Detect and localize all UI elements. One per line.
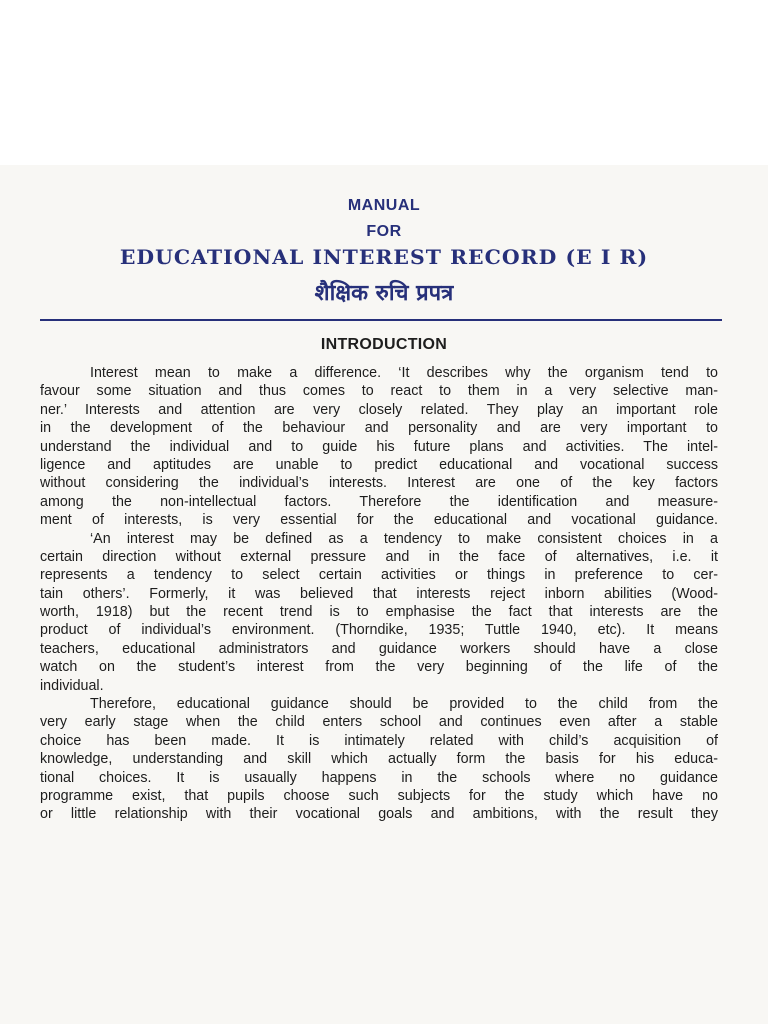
hindi-title: शैक्षिक रुचि प्रपत्र	[314, 281, 454, 306]
text-line: teachers, educational administrators and guidance workers should have a close	[40, 640, 718, 657]
header-rule	[40, 319, 722, 321]
text-line: represents a tendency to select certain activities or things in preference to cer-	[40, 567, 718, 584]
text-line: ment of interests, is very essential for the educational and vocational guidance.	[40, 512, 718, 529]
text-line: choice has been made. It is intimately related with child’s acquisition of	[40, 732, 718, 749]
section-title: INTRODUCTION	[320, 336, 448, 353]
text-line: watch on the student’s interest from the very beginning of the life of the	[40, 659, 718, 676]
text-line: or little relationship with their vocational goals and ambitions, with the result they	[40, 806, 718, 823]
document-page	[0, 165, 768, 1024]
text-line: programme exist, that pupils choose such subjects for the study which have no	[40, 787, 718, 804]
text-line: ligence and aptitudes are unable to predict educational and vocational success	[40, 456, 718, 473]
text-line: product of individual’s environment. (Thorndike, 1935; Tuttle 1940, etc). It means	[40, 622, 718, 639]
text-line: knowledge, understanding and skill which actually form the basis for his educa-	[40, 751, 718, 768]
text-line: tain others’. Formerly, it was believed that interests reject inborn abilities (Wood-	[40, 585, 718, 602]
text-line: Therefore, educational guidance should be provided to the child from the	[90, 696, 718, 713]
text-line: understand the individual and to guide his future plans and activities. The intel-	[40, 438, 718, 455]
text-line: worth, 1918) but the recent trend is to emphasise the fact that interests are the	[40, 604, 718, 621]
text-line: favour some situation and thus comes to react to them in a very selective man-	[40, 383, 718, 400]
text-line: ner.’ Interests and attention are very closely related. They play an important role	[40, 401, 718, 418]
text-line: tional choices. It is usaually happens in the schools where no guidance	[40, 769, 718, 786]
text-line: without considering the individual’s interests. Interest are one of the key factors	[40, 475, 718, 492]
text-line: ‘An interest may be defined as a tendency to make consistent choices in a	[90, 530, 718, 547]
header-line-for: FOR	[366, 223, 402, 240]
text-line: Interest mean to make a difference. ‘It describes why the organism tend to	[90, 365, 718, 381]
document-title: EDUCATIONAL INTEREST RECORD (E I R)	[119, 245, 649, 269]
text-line: individual.	[40, 677, 104, 694]
header-line-manual: MANUAL	[347, 197, 421, 214]
text-line: very early stage when the child enters school and continues even after a stable	[40, 714, 718, 731]
text-line: among the non-intellectual factors. Therefore the identification and measure-	[40, 493, 718, 510]
text-line: in the development of the behaviour and personality and are very important to	[40, 420, 718, 437]
text-line: certain direction without external pressure and in the face of alternatives, i.e. it	[40, 548, 718, 565]
body-text	[40, 364, 718, 824]
